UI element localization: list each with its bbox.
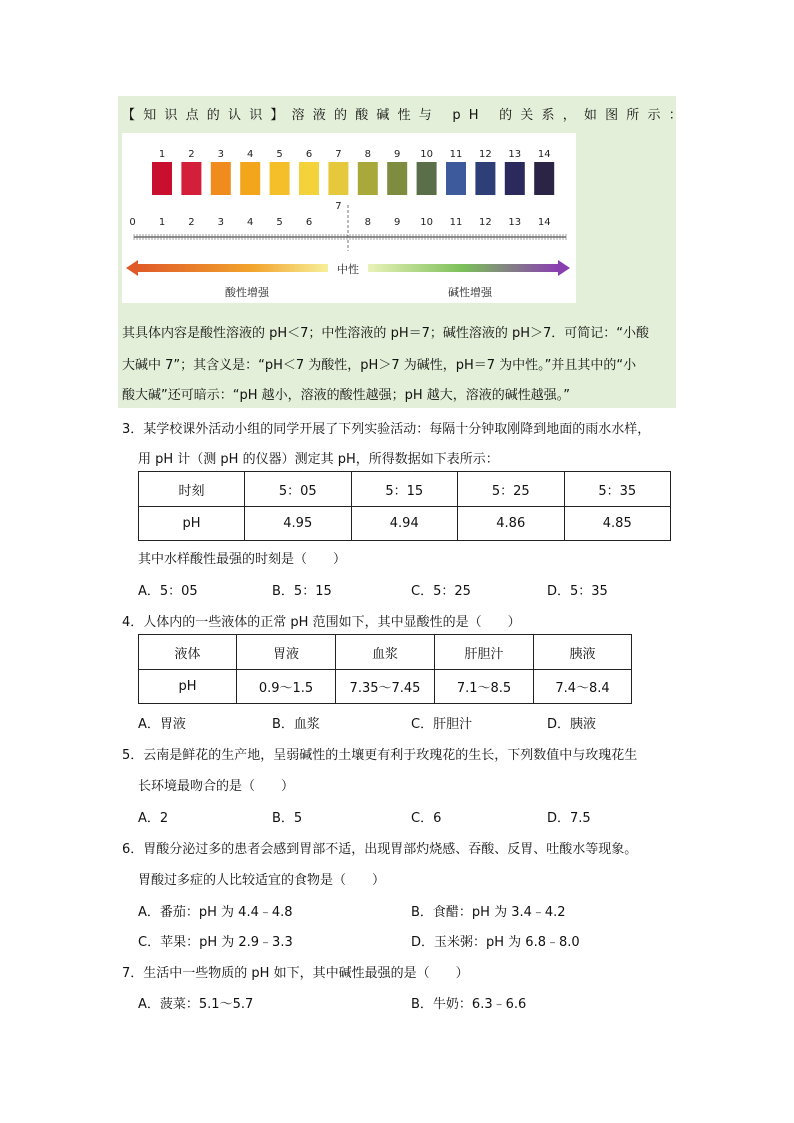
table-cell: 4.86 bbox=[458, 507, 565, 541]
swatch-number: 2 bbox=[188, 149, 195, 160]
axis-number: 8 bbox=[364, 217, 371, 228]
ph-swatch bbox=[299, 162, 319, 195]
swatch-number: 6 bbox=[305, 149, 313, 160]
table-cell: 4.85 bbox=[564, 507, 671, 541]
axis-number: 9 bbox=[394, 217, 401, 228]
axis-number: 11 bbox=[449, 217, 463, 228]
table-cell: 肝胆汁 bbox=[435, 635, 534, 670]
table-cell: 7.35～7.45 bbox=[336, 670, 435, 704]
ph-swatch bbox=[417, 162, 437, 195]
swatch-number: 5 bbox=[276, 149, 283, 160]
table-cell: pH bbox=[139, 507, 245, 541]
axis-number: 6 bbox=[305, 217, 313, 228]
ph-swatch bbox=[240, 162, 260, 195]
ph-scale-figure bbox=[122, 133, 576, 303]
swatch-number: 13 bbox=[508, 149, 522, 160]
table-cell: 胰液 bbox=[534, 635, 632, 670]
table-row bbox=[139, 670, 632, 704]
q6-line-2: 胃酸过多症的人比较适宜的食物是（ ） bbox=[138, 873, 386, 888]
q7-option-a[interactable]: A．菠菜：5.1～5.7 bbox=[138, 997, 254, 1012]
q5-option-c[interactable]: C．6 bbox=[411, 811, 442, 826]
ph-swatch bbox=[446, 162, 466, 195]
acid-gradient-bar bbox=[138, 264, 328, 272]
table-cell: 7.4～8.4 bbox=[534, 670, 632, 704]
table-row bbox=[139, 635, 632, 670]
ph-swatch bbox=[181, 162, 201, 195]
q4-table bbox=[138, 634, 632, 704]
swatch-number: 4 bbox=[247, 149, 254, 160]
q5-line-1: 5．云南是鲜花的生产地，呈弱碱性的土壤更有利于玫瑰花的生长，下列数值中与玫瑰花生 bbox=[122, 748, 638, 763]
axis-number: 5 bbox=[276, 217, 283, 228]
q6-line-1: 6．胃酸分泌过多的患者会感到胃部不适，出现胃部灼烧感、吞酸、反胃、吐酸水等现象。 bbox=[122, 842, 638, 857]
table-cell: 液体 bbox=[139, 635, 237, 670]
table-cell: 4.95 bbox=[245, 507, 352, 541]
ph-swatch bbox=[505, 162, 525, 195]
q5-line-2: 长环境最吻合的是（ ） bbox=[138, 779, 295, 794]
q4-line-1: 4．人体内的一些液体的正常 pH 范围如下，其中显酸性的是（ ） bbox=[122, 615, 521, 630]
swatch-number: 14 bbox=[537, 149, 551, 160]
table-cell: pH bbox=[139, 670, 237, 704]
table-cell: 7.1～8.5 bbox=[435, 670, 534, 704]
axis-number: 1 bbox=[158, 217, 166, 228]
swatch-number: 11 bbox=[449, 149, 463, 160]
axis-number: 14 bbox=[537, 217, 551, 228]
ph-scale-svg bbox=[122, 133, 576, 303]
swatch-number: 12 bbox=[479, 149, 492, 160]
ph-swatch bbox=[534, 162, 554, 195]
q3-line-1: 3．某学校课外活动小组的同学开展了下列实验活动：每隔十分钟取刚降到地面的雨水水样， bbox=[122, 422, 651, 437]
q4-option-d[interactable]: D．胰液 bbox=[547, 717, 597, 732]
q3-option-b[interactable]: B．5：15 bbox=[272, 584, 332, 599]
q6-option-d[interactable]: D．玉米粥：pH 为 6.8﹣8.0 bbox=[411, 935, 580, 950]
axis-number: 0 bbox=[129, 217, 136, 228]
table-cell: 5：35 bbox=[564, 472, 671, 507]
q3-line-2: 用 pH 计（测 pH 的仪器）测定其 pH，所得数据如下表所示： bbox=[138, 452, 499, 467]
knowledge-heading: 【知识点的认识】溶液的酸碱性与 pH 的关系，如图所示： bbox=[122, 108, 690, 123]
axis-number: 2 bbox=[188, 217, 195, 228]
neutral-label: 中性 bbox=[337, 263, 359, 276]
q4-option-b[interactable]: B．血浆 bbox=[272, 717, 320, 732]
swatch-number: 10 bbox=[420, 149, 433, 160]
q5-option-d[interactable]: D．7.5 bbox=[547, 811, 591, 826]
q6-option-a[interactable]: A．番茄：pH 为 4.4﹣4.8 bbox=[138, 905, 293, 920]
q5-option-a[interactable]: A．2 bbox=[138, 811, 169, 826]
axis-number: 3 bbox=[217, 217, 224, 228]
ph-swatch bbox=[387, 162, 407, 195]
swatch-number: 8 bbox=[364, 149, 371, 160]
ph-swatch bbox=[152, 162, 172, 195]
q5-option-b[interactable]: B．5 bbox=[272, 811, 303, 826]
axis-number: 10 bbox=[420, 217, 433, 228]
q4-option-c[interactable]: C．肝胆汁 bbox=[411, 717, 473, 732]
q7-line-1: 7．生活中一些物质的 pH 如下，其中碱性最强的是（ ） bbox=[122, 966, 469, 981]
q6-option-c[interactable]: C．苹果：pH 为 2.9﹣3.3 bbox=[138, 935, 293, 950]
table-cell: 4.94 bbox=[351, 507, 458, 541]
q6-option-b[interactable]: B．食醋：pH 为 3.4﹣4.2 bbox=[411, 905, 566, 920]
base-arrow-head bbox=[558, 260, 570, 276]
knowledge-line-3: 酸大碱”还可暗示：“pH 越小，溶液的酸性越强；pH 越大，溶液的碱性越强。” bbox=[122, 388, 571, 403]
ph-swatch bbox=[475, 162, 495, 195]
axis-number: 12 bbox=[479, 217, 492, 228]
ph-swatch bbox=[328, 162, 348, 195]
table-cell: 5：05 bbox=[245, 472, 352, 507]
swatch-number: 9 bbox=[394, 149, 401, 160]
base-gradient-bar bbox=[368, 264, 558, 272]
ph-swatch bbox=[270, 162, 290, 195]
acid-label: 酸性增强 bbox=[225, 286, 269, 299]
q3-option-d[interactable]: D．5：35 bbox=[547, 584, 608, 599]
base-label: 碱性增强 bbox=[448, 286, 492, 299]
acid-arrow-head bbox=[126, 260, 138, 276]
table-cell: 5：15 bbox=[351, 472, 458, 507]
table-row bbox=[139, 507, 671, 541]
ph-swatch bbox=[211, 162, 231, 195]
swatch-number: 7 bbox=[335, 149, 342, 160]
swatch-number: 1 bbox=[158, 149, 166, 160]
ph-swatch bbox=[358, 162, 378, 195]
axis-number: 4 bbox=[247, 217, 254, 228]
q3-table bbox=[138, 471, 671, 541]
q3-option-c[interactable]: C．5：25 bbox=[411, 584, 471, 599]
table-cell: 时刻 bbox=[139, 472, 245, 507]
table-cell: 0.9～1.5 bbox=[237, 670, 336, 704]
axis-number: 13 bbox=[508, 217, 522, 228]
table-row bbox=[139, 472, 671, 507]
q3-ask: 其中水样酸性最强的时刻是（ ） bbox=[138, 552, 347, 567]
table-cell: 血浆 bbox=[336, 635, 435, 670]
q7-option-b[interactable]: B．牛奶：6.3﹣6.6 bbox=[411, 997, 527, 1012]
knowledge-line-2: 大碱中 7”；其含义是：“pH＜7 为酸性，pH＞7 为碱性，pH＝7 为中性。”并且其中的“小 bbox=[122, 358, 637, 373]
knowledge-line-1: 其具体内容是酸性溶液的 pH＜7；中性溶液的 pH＝7；碱性溶液的 pH＞7．可简记：“小酸 bbox=[122, 326, 650, 341]
swatch-number: 3 bbox=[217, 149, 224, 160]
table-cell: 胃液 bbox=[237, 635, 336, 670]
q4-option-a[interactable]: A．胃液 bbox=[138, 717, 186, 732]
table-cell: 5：25 bbox=[458, 472, 565, 507]
axis-number: 7 bbox=[335, 201, 342, 212]
q3-option-a[interactable]: A．5：05 bbox=[138, 584, 198, 599]
